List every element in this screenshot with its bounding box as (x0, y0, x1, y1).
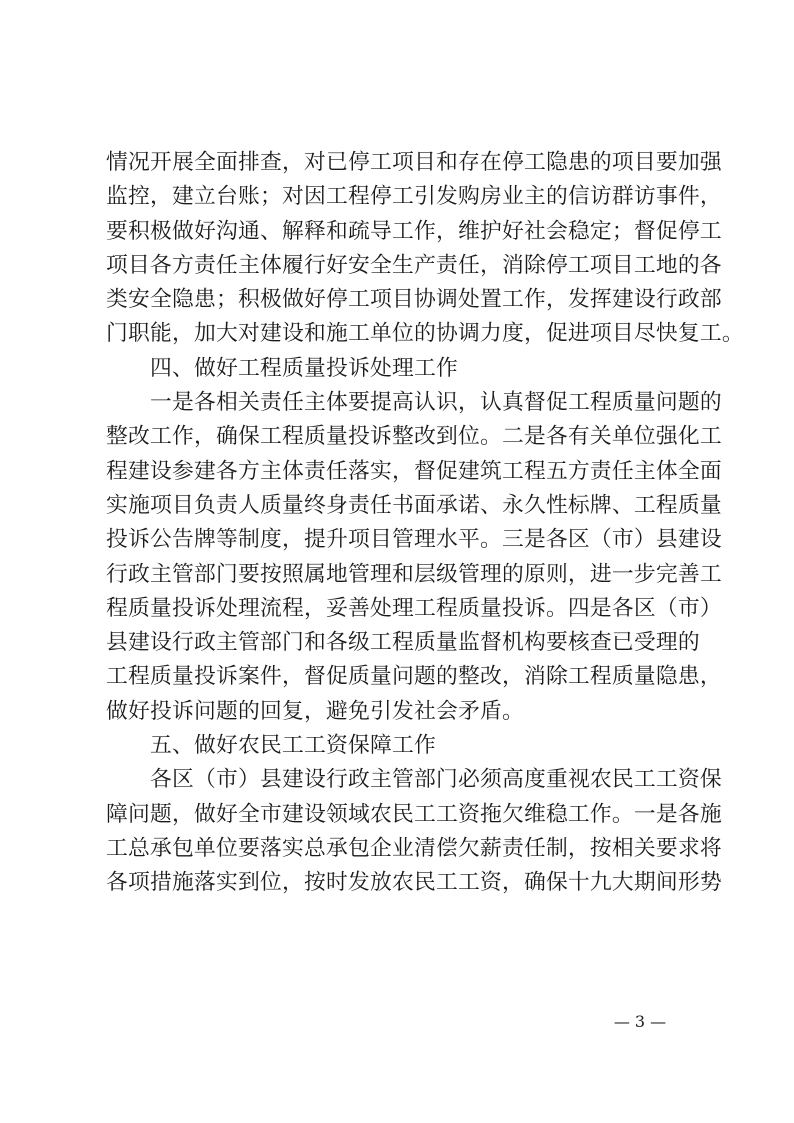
text-line: 整改工作，确保工程质量投诉整改到位。二是各有关单位强化工 (106, 424, 722, 450)
text-line: 情况开展全面排查，对已停工项目和存在停工隐患的项目要加强 (106, 150, 722, 175)
text-line: 工总承包单位要落实总承包企业清偿欠薪责任制，按相关要求将 (106, 835, 722, 861)
text-line: 一是各相关责任主体要提高认识，认真督促工程质量问题的 (150, 390, 722, 416)
text-line: 五、做好农民工工资保障工作 (150, 733, 436, 759)
text-line: 监控，建立台账；对因工程停工引发购房业主的信访群访事件， (106, 184, 722, 210)
text-line: 门职能，加大对建设和施工单位的协调力度，促进项目尽快复工。 (106, 321, 744, 347)
text-line: 实施项目负责人质量终身责任书面承诺、永久性标牌、工程质量 (106, 492, 722, 518)
text-line: 县建设行政主管部门和各级工程质量监督机构要核查已受理的 (106, 630, 700, 656)
text-line: 程质量投诉处理流程，妥善处理工程质量投诉。四是各区（市） (106, 595, 722, 621)
text-line: 各区（市）县建设行政主管部门必须高度重视农民工工资保 (150, 767, 722, 793)
text-line: 行政主管部门要按照属地管理和层级管理的原则，进一步完善工 (106, 561, 722, 587)
text-line: 投诉公告牌等制度，提升项目管理水平。三是各区（市）县建设 (106, 527, 722, 553)
text-line: 做好投诉问题的回复，避免引发社会矛盾。 (106, 698, 524, 724)
text-line: 类安全隐患；积极做好停工项目协调处置工作，发挥建设行政部 (106, 287, 722, 313)
text-line: 要积极做好沟通、解释和疏导工作，维护好社会稳定；督促停工 (106, 218, 722, 244)
page-number: — 3 — (613, 1012, 667, 1031)
text-line: 工程质量投诉案件，督促质量问题的整改，消除工程质量隐患， (106, 664, 722, 690)
text-line: 各项措施落实到位，按时发放农民工工资，确保十九大期间形势 (106, 870, 722, 896)
text-line: 障问题，做好全市建设领域农民工工资拖欠维稳工作。一是各施 (106, 801, 722, 827)
text-line: 程建设参建各方主体责任落实，督促建筑工程五方责任主体全面 (106, 458, 722, 484)
body-text (106, 146, 744, 901)
text-line: 项目各方责任主体履行好安全生产责任，消除停工项目工地的各 (106, 252, 722, 278)
text-line: 四、做好工程质量投诉处理工作 (150, 355, 458, 381)
